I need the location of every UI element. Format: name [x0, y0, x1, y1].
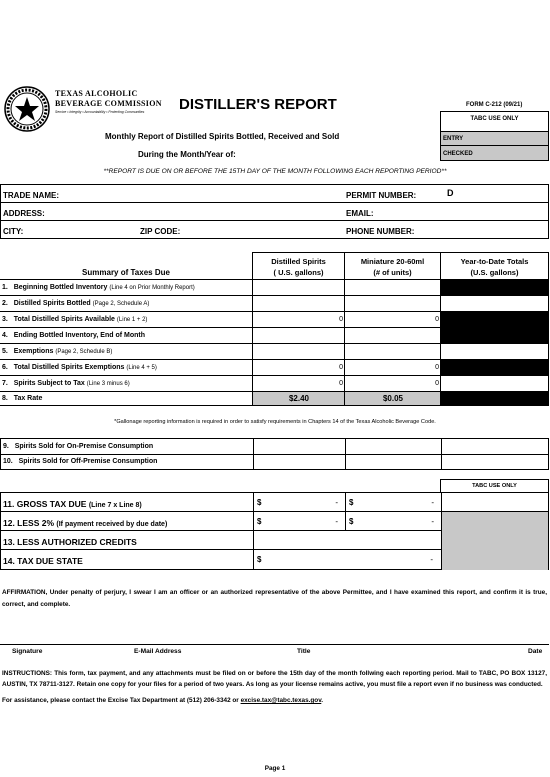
- ytd-cell: [440, 360, 549, 375]
- signature-field[interactable]: [0, 625, 549, 643]
- distilled-spirits-cell: 0: [252, 312, 345, 327]
- sold-row: 9. Spirits Sold for On-Premise Consumption: [1, 439, 548, 455]
- agency-tagline: Service • Integrity • Accountability • Protecting Communities: [55, 110, 145, 114]
- ytd-cell: [440, 328, 549, 343]
- tabc-use-only-tax-label: TABC USE ONLY: [472, 483, 517, 489]
- distilled-spirits-cell[interactable]: [252, 344, 345, 359]
- summary-row: 2. Distilled Spirits Bottled (Page 2, Schedule A): [0, 296, 549, 312]
- col-ytd-header: Year-to-Date Totals: [460, 257, 529, 266]
- less-two-percent-spirits[interactable]: $ -: [253, 512, 346, 530]
- entry-label: ENTRY: [443, 136, 464, 142]
- gross-tax-spirits[interactable]: $ -: [253, 493, 346, 511]
- less-two-percent-row: 12. LESS 2% (If payment received by due date) $ - $ -: [1, 512, 548, 531]
- distilled-spirits-cell[interactable]: [252, 296, 345, 311]
- excise-tax-email-link[interactable]: excise.tax@tabc.texas.gov: [240, 697, 322, 704]
- distilled-spirits-cell: 0: [252, 376, 345, 391]
- summary-heading: Summary of Taxes Due: [82, 268, 170, 277]
- tabc-use-only-area: [441, 512, 548, 570]
- period-input[interactable]: [250, 148, 400, 160]
- phone-number-field[interactable]: [431, 223, 546, 237]
- tax-due-state-field[interactable]: $ -: [253, 550, 441, 569]
- miniature-cell: 0: [344, 360, 441, 375]
- gallonage-footnote: *Gallonage reporting information is required in order to satisfy requirements in Chapters 14 of the Texas Alcoholic Beverage Code.: [114, 419, 436, 425]
- form-number: FORM C-212 (09/21): [466, 102, 523, 108]
- zip-code-field[interactable]: [189, 223, 339, 237]
- gross-tax-tabc-cell: [441, 493, 548, 511]
- ytd-cell[interactable]: [440, 344, 549, 359]
- gross-tax-due-row: 11. GROSS TAX DUE (Line 7 x Line 8) $ - $ -: [1, 493, 548, 512]
- tabc-use-only-header-box: [440, 111, 549, 161]
- col-miniature-header: Miniature 20-60ml: [360, 257, 425, 266]
- less-two-percent-miniature[interactable]: $ -: [345, 512, 442, 530]
- affirmation-text: AFFIRMATION, Under penalty of perjury, I swear I am an officer or an authorized representative of the above Permittee, and I have examined this report, and confirm it is true, correct, and complete.: [2, 589, 547, 608]
- signature-label: Signature: [12, 648, 43, 655]
- summary-table: [0, 252, 550, 406]
- miniature-cell: 0: [344, 376, 441, 391]
- city-field[interactable]: [31, 223, 131, 237]
- distilled-spirits-cell[interactable]: [252, 328, 345, 343]
- ytd-cell[interactable]: [440, 376, 549, 391]
- summary-row: 3. Total Distilled Spirits Available (Line 1 + 2) 0 0: [0, 312, 549, 328]
- summary-row: 6. Total Distilled Spirits Exemptions (Line 4 + 5) 0 0: [0, 360, 549, 376]
- title-label: Title: [297, 648, 311, 655]
- col-distilled-spirits-header: Distilled Spirits: [271, 257, 326, 266]
- distilled-spirits-cell: 0: [252, 360, 345, 375]
- col-ytd-unit: (U.S. gallons): [470, 268, 519, 277]
- zip-code-label: ZIP CODE:: [140, 227, 181, 236]
- email-field[interactable]: [386, 205, 546, 219]
- phone-number-label: PHONE NUMBER:: [346, 227, 415, 236]
- period-label: During the Month/Year of:: [138, 150, 236, 159]
- authorized-credits-row: 13. LESS AUTHORIZED CREDITS: [1, 531, 441, 550]
- permit-prefix: D: [447, 188, 454, 198]
- agency-name-line2: BEVERAGE COMMISSION: [55, 99, 162, 108]
- agency-name-line1: TEXAS ALCOHOLIC: [55, 89, 138, 98]
- distilled-spirits-cell[interactable]: [253, 439, 346, 454]
- sold-table: [0, 438, 549, 470]
- summary-row: 8. Tax Rate $2.40 $0.05: [0, 392, 549, 406]
- address-label: ADDRESS:: [3, 209, 45, 218]
- city-label: CITY:: [3, 227, 24, 236]
- assistance-text: For assistance, please contact the Excise Tax Department at (512) 206-3342 or excise.tax@tabc.texas.gov.: [2, 697, 324, 704]
- miniature-cell[interactable]: [345, 439, 442, 454]
- ytd-cell: [440, 280, 549, 295]
- trade-name-field[interactable]: [71, 187, 341, 201]
- date-label: Date: [528, 648, 543, 655]
- form-subtitle: Monthly Report of Distilled Spirits Bottled, Received and Sold: [105, 132, 340, 141]
- checked-label: CHECKED: [443, 151, 473, 157]
- distilled-spirits-cell[interactable]: [252, 280, 345, 295]
- checked-field: [441, 145, 548, 160]
- tabc-use-only-tax-label-box: [440, 479, 549, 493]
- summary-row: 1. Beginning Bottled Inventory (Line 4 on Prior Monthly Report): [0, 280, 549, 296]
- col-distilled-spirits-unit: ( U.S. gallons): [273, 268, 324, 277]
- entry-field: [441, 131, 548, 145]
- col-miniature-unit: (# of units): [373, 268, 412, 277]
- miniature-cell: 0: [344, 312, 441, 327]
- instructions-text: INSTRUCTIONS: This form, tax payment, and any attachments must be filed on or before the 15th day of the month follwing each reporting period. Mail to TABC, PO BOX 13127, AUSTIN, TX 78711-3127. Retain one copy for your files for a period of two years. As long as your license remains active, you must file a report even if no business was conducted.: [2, 670, 547, 688]
- signature-line: [0, 644, 549, 645]
- miniature-cell[interactable]: [344, 344, 441, 359]
- miniature-cell[interactable]: [345, 455, 442, 469]
- ytd-cell[interactable]: [440, 296, 549, 311]
- due-notice: **REPORT IS DUE ON OR BEFORE THE 15TH DAY OF THE MONTH FOLLOWING EACH REPORTING PERIOD**: [103, 168, 447, 175]
- summary-row: 7. Spirits Subject to Tax (Line 3 minus 6) 0 0: [0, 376, 549, 392]
- ytd-cell[interactable]: [441, 455, 548, 469]
- gross-tax-miniature[interactable]: $ -: [345, 493, 442, 511]
- distilled-spirits-cell[interactable]: [253, 455, 346, 469]
- permittee-info-box: [0, 184, 549, 239]
- address-field[interactable]: [56, 205, 341, 219]
- summary-row: 5. Exemptions (Page 2, Schedule B): [0, 344, 549, 360]
- trade-name-label: TRADE NAME:: [3, 191, 59, 200]
- page-number: Page 1: [264, 765, 286, 772]
- distilled-spirits-tax-rate: $2.40: [252, 392, 345, 405]
- permit-number-field[interactable]: [456, 187, 546, 201]
- authorized-credits-field[interactable]: [253, 531, 441, 549]
- summary-row: 4. Ending Bottled Inventory, End of Month: [0, 328, 549, 344]
- ytd-cell: [440, 392, 549, 405]
- tax-due-state-row: 14. TAX DUE STATE $ -: [1, 550, 441, 569]
- email-label: EMAIL:: [346, 209, 374, 218]
- tabc-seal-logo: [4, 86, 50, 132]
- miniature-tax-rate: $0.05: [344, 392, 441, 405]
- form-title: DISTILLER'S REPORT: [179, 96, 337, 113]
- ytd-cell[interactable]: [441, 439, 548, 454]
- permit-number-label: PERMIT NUMBER:: [346, 191, 417, 200]
- email-address-label: E-Mail Address: [134, 648, 182, 655]
- miniature-cell[interactable]: [344, 280, 441, 295]
- tax-due-table: [0, 492, 549, 570]
- ytd-cell: [440, 312, 549, 327]
- sold-row: 10. Spirits Sold for Off-Premise Consumption: [1, 455, 548, 469]
- miniature-cell[interactable]: [344, 296, 441, 311]
- tabc-use-only-label: TABC USE ONLY: [470, 116, 519, 122]
- miniature-cell[interactable]: [344, 328, 441, 343]
